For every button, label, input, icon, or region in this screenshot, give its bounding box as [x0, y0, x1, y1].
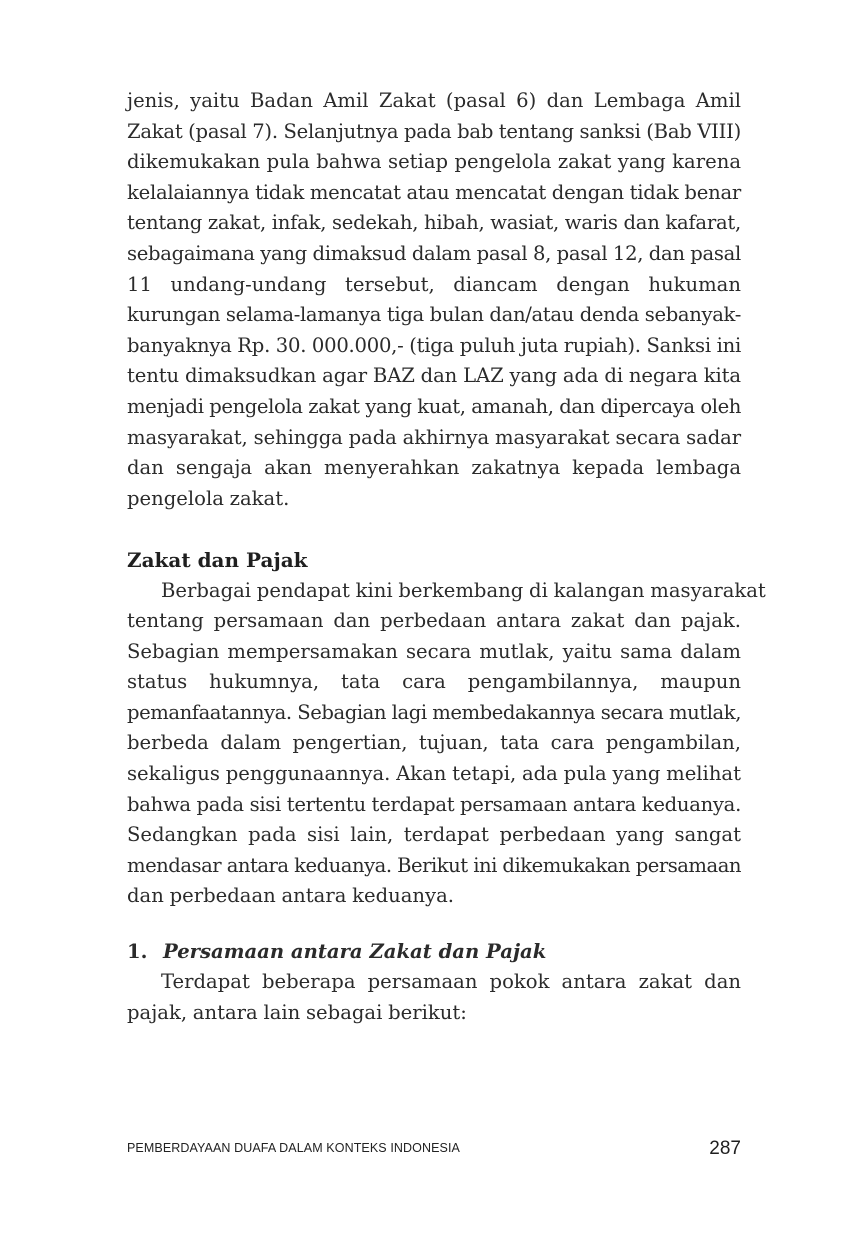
text-line: dan sengaja akan menyerahkan zakatnya kepada lembaga: [127, 456, 741, 480]
text-line: pajak, antara lain sebagai berikut:: [127, 1000, 467, 1024]
subsection-title: Persamaan antara Zakat dan Pajak: [163, 939, 547, 963]
text-line: mendasar antara keduanya. Berikut ini dikemukakan persamaan: [127, 853, 741, 877]
text-line: sekaligus penggunaannya. Akan tetapi, ada pula yang melihat: [127, 762, 741, 786]
text-line: 11 undang-undang tersebut, diancam dengan hukuman: [127, 272, 741, 296]
section-heading: Zakat dan Pajak: [127, 547, 308, 572]
subsection-spacer: [127, 912, 741, 937]
page-body: [127, 86, 766, 1028]
text-line: sebagaimana yang dimaksud dalam pasal 8, pasal 12, dan pasal: [127, 241, 741, 265]
page-footer: [127, 1136, 741, 1166]
section-spacer: [127, 514, 741, 545]
paragraph-zakat-pajak: [127, 576, 766, 913]
subsection-number: 1.: [127, 939, 148, 963]
text-line: Sebagian mempersamakan secara mutlak, yaitu sama dalam: [127, 639, 741, 663]
text-line: Sedangkan pada sisi lain, terdapat perbedaan yang sangat: [127, 823, 741, 847]
paragraph-sanctions: [127, 86, 741, 514]
text-line: dikemukakan pula bahwa setiap pengelola zakat yang karena: [127, 150, 741, 174]
text-line: bahwa pada sisi tertentu terdapat persamaan antara keduanya.: [127, 792, 741, 816]
running-title: PEMBERDAYAAN DUAFA DALAM KONTEKS INDONESIA: [127, 1141, 460, 1155]
page-number: 287: [709, 1138, 741, 1159]
text-line: masyarakat, sehingga pada akhirnya masyarakat secara sadar: [127, 425, 741, 449]
text-line: pengelola zakat.: [127, 486, 290, 510]
text-line: kelalaiannya tidak mencatat atau mencatat dengan tidak benar: [127, 180, 741, 204]
text-line: kurungan selama-lamanya tiga bulan dan/atau denda sebanyak-: [127, 303, 741, 327]
text-line: banyaknya Rp. 30. 000.000,- (tiga puluh juta rupiah). Sanksi ini: [127, 333, 741, 357]
text-line: Zakat (pasal 7). Selanjutnya pada bab tentang sanksi (Bab VIII): [127, 119, 741, 143]
text-line: jenis, yaitu Badan Amil Zakat (pasal 6) dan Lembaga Amil: [127, 89, 741, 112]
text-line: status hukumnya, tata cara pengambilannya, maupun: [127, 670, 741, 694]
text-line: pemanfaatannya. Sebagian lagi membedakannya secara mutlak,: [127, 700, 741, 724]
text-line: tentu dimaksudkan agar BAZ dan LAZ yang ada di negara kita: [127, 364, 741, 388]
text-line: berbeda dalam pengertian, tujuan, tata cara pengambilan,: [127, 731, 741, 755]
text-line: Terdapat beberapa persamaan pokok antara zakat dan: [161, 970, 741, 994]
subsection-heading: [127, 937, 741, 968]
text-line: tentang zakat, infak, sedekah, hibah, wasiat, waris dan kafarat,: [127, 211, 741, 235]
text-line: tentang persamaan dan perbedaan antara zakat dan pajak.: [127, 609, 741, 633]
text-line: Berbagai pendapat kini berkembang di kalangan masyarakat: [161, 578, 766, 602]
text-line: menjadi pengelola zakat yang kuat, amanah, dan dipercaya oleh: [127, 394, 741, 418]
text-line: dan perbedaan antara keduanya.: [127, 884, 455, 908]
paragraph-persamaan: [127, 967, 741, 1028]
